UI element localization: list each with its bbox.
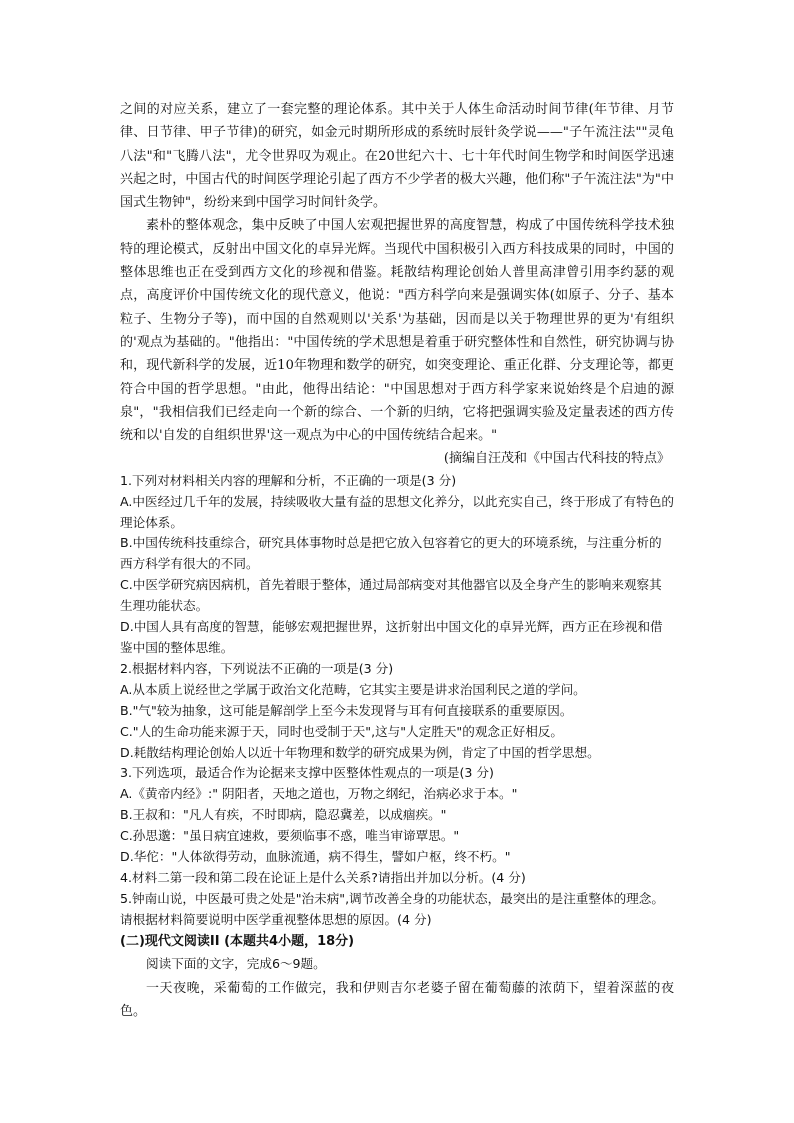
question-2-option-a: A.从本质上说经世之学属于政治文化范畴，它其实主要是讲求治国利民之道的学问。 xyxy=(120,681,586,697)
question-3-option-c: C.孙思邈："虽日病宜速救，要须临事不惑，唯当审谛覃思。" xyxy=(120,828,460,844)
question-2-option-d: D.耗散结构理论创始人以近十年物理和数学的研究成果为例，肯定了中国的哲学思想。 xyxy=(120,744,600,760)
question-3-option-b: B.王叔和："凡人有疾，不时即病，隐忍冀差，以成痼疾。" xyxy=(120,807,447,823)
passage-paragraph-2: 素朴的整体观念，集中反映了中国人宏观把握世界的高度智慧，构成了中国传统科学技术独特的理论模式，反射出中国文化的卓异光辉。当现代中国积极引入西方科技成果的同时，中国的整体思维也正在受到西方文化的珍视和借鉴。耗散结构理论创始人普里高津曾引用李约瑟的观点，高度评价中国传统文化的现代意义，他说："西方科学向来是强调实体(如原子、分子、基本粒子、生物分子等)，而中国的自然观则以'关系'为基础，因而是以关于物理世界的更为'有组织的'观点为基础的。"他指出："中国传统的学术思想是着重于研究整体性和自然性，研究协调与协和，现代新科学的发展，近10年物理和数学的研究，如突变理论、重正化群、分支理论等，都更符合中国的哲学思想。"由此，他得出结论："中国思想对于西方科学家来说始终是个启迪的源泉"，"我相信我们已经走向一个新的综合、一个新的归纳，它将把强调实验及定量表述的西方传统和以'自发的自组织世界'这一观点为中心的中国传统结合起来。" xyxy=(120,218,674,444)
passage-paragraph-1: 之间的对应关系，建立了一套完整的理论体系。其中关于人体生命活动时间节律(年节律、月节律、日节律、甲子节律)的研究，如金元时期所形成的系统时辰针灸学说——"子午流注法""灵龟八法"和"飞腾八法"，尤令世界叹为观止。在20世纪六十、七十年代时间生物学和时间医学迅速兴起之时，中国古代的时间医学理论引起了西方不少学者的极大兴趣，他们称"子午流注法"为"中国式生物钟"，纷纷来到中国学习时间针灸学。 xyxy=(120,102,674,211)
question-1-option-d: D.中国人具有高度的智慧，能够宏观把握世界，这折射出中国文化的卓异光辉，西方正在珍视和借鉴中国的整体思维。 xyxy=(120,619,663,655)
question-block xyxy=(120,471,674,931)
passage-source: (摘编自汪茂和《中国古代科技的特点》 xyxy=(443,451,670,467)
question-2-option-c: C."人的生命功能来源于天，同时也受制于天",这与"人定胜天"的观念正好相反。 xyxy=(120,723,563,739)
question-4: 4.材料二第一段和第二段在论证上是什么关系?请指出并加以分析。(4 分) xyxy=(120,869,526,885)
question-1-stem: 1.下列对材料相关内容的理解和分析，不正确的一项是(3 分) xyxy=(120,472,457,488)
question-3-option-d: D.华佗："人体欲得劳动，血脉流通，病不得生，譬如户枢，终不朽。" xyxy=(120,849,511,865)
question-3-option-a: A.《黄帝内经》:" 阴阳者，天地之道也，万物之纲纪，治病必求于本。" xyxy=(120,786,518,802)
story-paragraph: 一天夜晚，采葡萄的工作做完，我和伊则吉尔老婆子留在葡萄藤的浓荫下，望着深蓝的夜色。 xyxy=(120,980,674,1019)
question-5: 5.钟南山说，中医最可贵之处是"治未病",调节改善全身的功能状态，最突出的是注重整体的理念。请根据材料简要说明中医学重视整体思想的原因。(4 分) xyxy=(120,890,664,927)
question-3-stem: 3.下列选项，最适合作为论据来支撑中医整体性观点的一项是(3 分) xyxy=(120,765,494,781)
question-2-stem: 2.根据材料内容，下列说法不正确的一项是(3 分) xyxy=(120,660,394,676)
question-1-option-a: A.中医经过几千年的发展，持续吸收大量有益的思想文化养分，以此充实自己，终于形成了有特色的理论体系。 xyxy=(120,493,674,530)
question-1-option-c: C.中医学研究病因病机，首先着眼于整体，通过局部病变对其他器官以及全身产生的影响来观察其生理功能状态。 xyxy=(120,577,662,614)
question-1-option-b: B.中国传统科技重综合，研究具体事物时总是把它放入包容着它的更大的环境系统，与注重分析的西方科学有很大的不同。 xyxy=(120,535,662,572)
question-2-option-b: B."气"较为抽象，这可能是解剖学上至今未发现肾与耳有何直接联系的重要原因。 xyxy=(120,702,573,718)
section-instruction: 阅读下面的文字，完成6～9题。 xyxy=(146,955,326,971)
section-heading: (二)现代文阅读II (本题共4小题，18分) xyxy=(120,933,355,949)
